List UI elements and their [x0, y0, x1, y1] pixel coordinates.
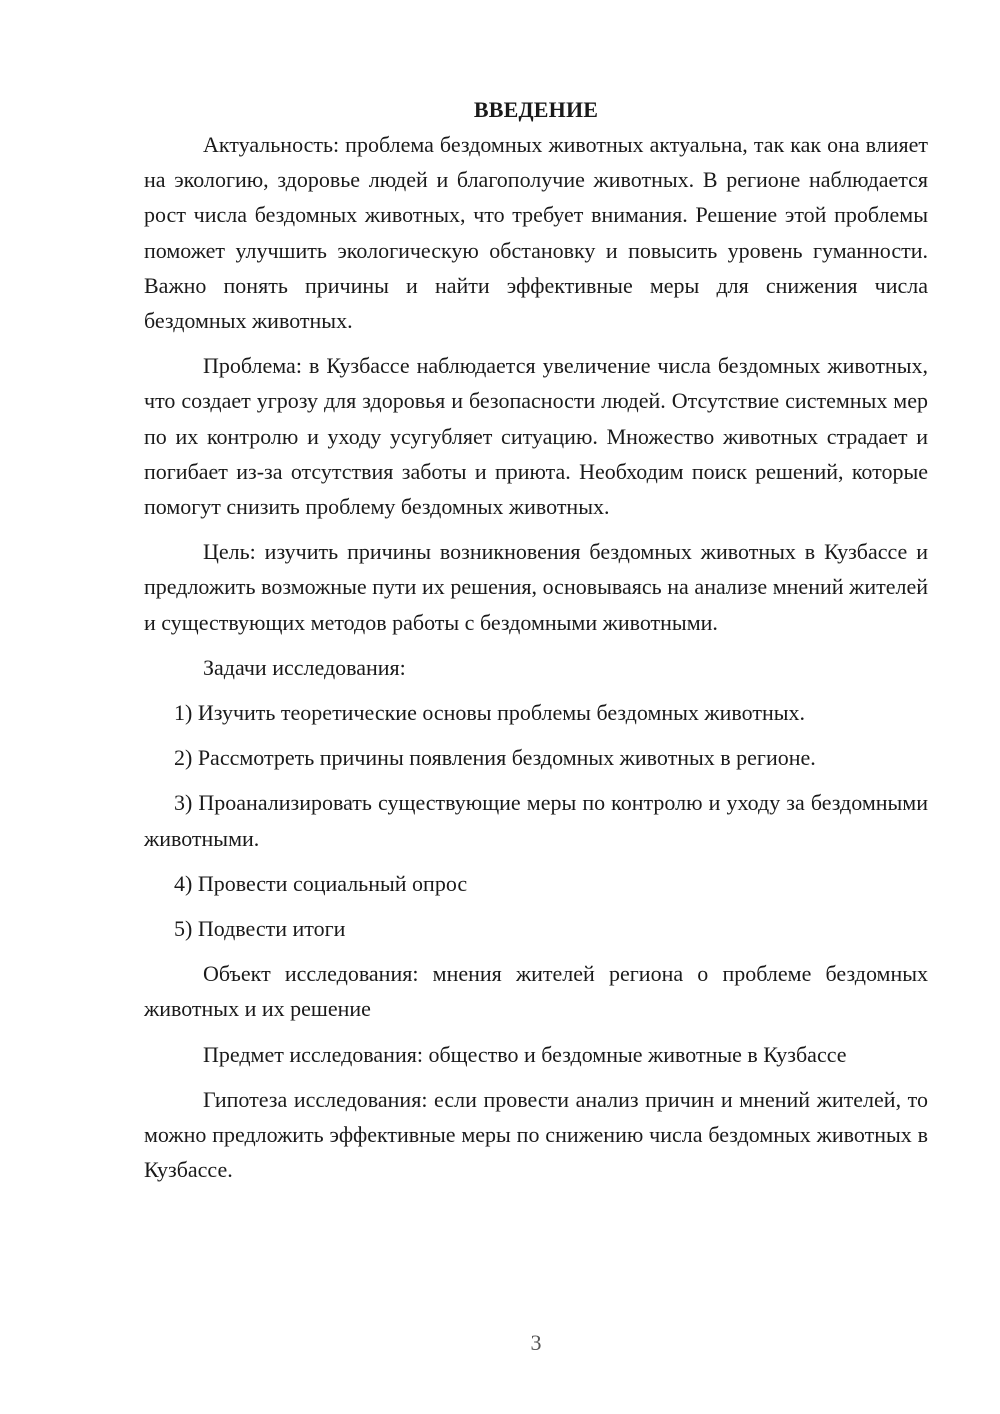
- page-number: 3: [530, 1330, 542, 1355]
- paragraph-goal: Цель: изучить причины возникновения бездомных животных в Кузбассе и предложить возможные пути их решения, основываясь на анализе мнений жителей и существующих методов работы с бездомными животными.: [144, 539, 928, 635]
- paragraph-subject: Предмет исследования: общество и бездомные животные в Кузбассе: [203, 1041, 847, 1067]
- paragraph-problem: Проблема: в Кузбассе наблюдается увеличение числа бездомных животных, что создает угрозу для здоровья и безопасности людей. Отсутствие системных мер по их контролю и уходу усугубляет ситуацию. Множество животных страдает и погибает из-за отсутствия заботы и приюта. Необходим поиск решений, которые помогут снизить проблему бездомных животных.: [144, 353, 928, 520]
- task-item: 1) Изучить теоретические основы проблемы бездомных животных.: [174, 700, 806, 726]
- tasks-intro: Задачи исследования:: [203, 654, 406, 680]
- task-item: 4) Провести социальный опрос: [174, 870, 468, 896]
- document-heading: ВВЕДЕНИЕ: [473, 97, 599, 122]
- paragraph-relevance: Актуальность: проблема бездомных животных актуальна, так как она влияет на экологию, здоровье людей и благополучие животных. В регионе наблюдается рост числа бездомных животных, что требует внимания. Решение этой проблемы поможет улучшить экологическую обстановку и повысить уровень гуманности. Важно понять причины и найти эффективные меры для снижения числа бездомных животных.: [144, 132, 928, 334]
- task-item: 5) Подвести итоги: [174, 916, 346, 942]
- document-page: [144, 92, 928, 1187]
- paragraph-object: Объект исследования: мнения жителей региона о проблеме бездомных животных и их решение: [144, 961, 928, 1022]
- task-item: 3) Проанализировать существующие меры по контролю и уходу за бездомными животными.: [144, 790, 928, 851]
- task-item: 2) Рассмотреть причины появления бездомных животных в регионе.: [174, 745, 816, 771]
- paragraph-hypothesis: Гипотеза исследования: если провести анализ причин и мнений жителей, то можно предложить эффективные меры по снижению числа бездомных животных в Кузбассе.: [144, 1086, 928, 1183]
